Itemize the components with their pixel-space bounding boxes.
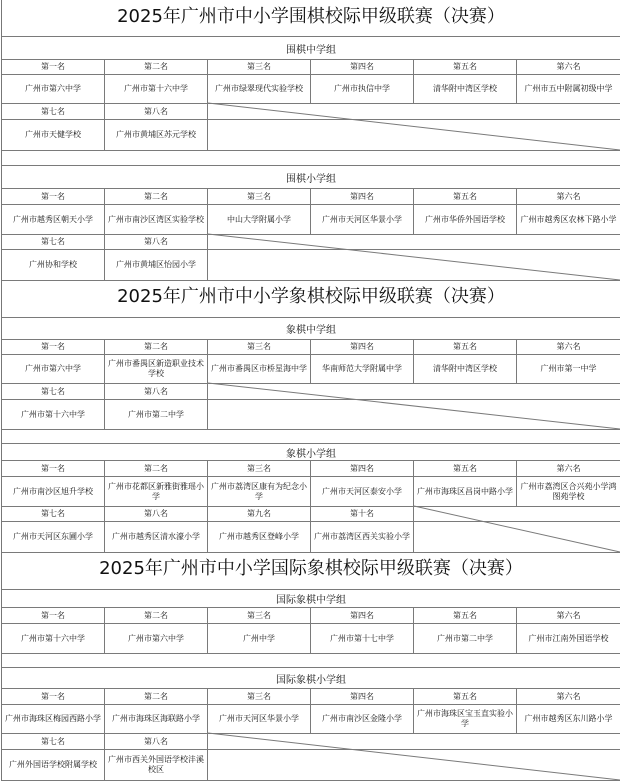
school-row [2,354,620,383]
school-row [2,204,620,234]
school-name: 广州市南沙区湾区实验学校 [105,205,208,234]
rank-label: 第二名 [105,461,208,476]
rank-label: 第四名 [311,60,414,74]
rank-label: 第五名 [414,189,517,204]
empty-cell-diagonal [208,103,620,150]
school-name: 广州市天河区泰安小学 [311,477,414,506]
rank-label-row [2,188,620,204]
school-name: 广州市华侨外国语学校 [414,205,517,234]
rank-label: 第四名 [311,461,414,476]
diagonal-line [208,234,620,280]
rank-label: 第三名 [208,189,311,204]
rank-label: 第五名 [414,608,517,623]
group-title: 国际象棋中学组 [2,589,620,607]
school-name: 广州市南沙区金隆小学 [311,705,414,733]
empty-cell-diagonal [414,506,620,552]
school-name: 广州市第六中学 [2,75,105,103]
spacer-row [2,150,620,164]
section-title: 2025年广州市中小学象棋校际甲级联赛（决赛） [117,286,505,307]
rank-label: 第七名 [2,734,105,749]
diagonal-line [414,506,620,552]
school-name: 中山大学附属小学 [208,205,311,234]
group-title: 象棋小学组 [2,443,620,460]
rank-label: 第七名 [2,235,105,249]
rank-label: 第三名 [208,340,311,354]
rank-label: 第二名 [105,340,208,354]
school-name: 广州市海珠区昌岗中路小学 [414,477,517,506]
rank-label: 第六名 [556,62,581,71]
school-name: 广州市天健学校 [2,120,105,150]
school-name: 广州市第十六中学 [105,75,208,103]
group-title: 象棋中学组 [2,317,620,339]
rank-label: 第四名 [311,189,414,204]
rank-label: 第三名 [208,689,311,704]
empty-cell-diagonal [208,383,620,429]
school-name: 广州市越秀区农林下路小学 [520,214,617,224]
school-name: 广州市第十七中学 [311,624,414,653]
school-name: 清华附中湾区学校 [414,75,517,103]
rank-label: 第七名 [2,384,105,399]
school-name: 广州市海珠区海联路小学 [105,705,208,733]
rank-label: 第二名 [105,608,208,623]
school-name: 广州市花都区新雅街雅瑶小学 [105,477,208,506]
rank-label: 第一名 [2,689,105,704]
rank-label: 第六名 [556,191,581,201]
school-name: 广州市荔湾区西关实验小学 [311,522,414,552]
group-title: 国际象棋小学组 [2,667,620,688]
rank-label: 第七名 [2,507,105,521]
rank-label-row [2,460,620,476]
school-name: 广州市第六中学 [2,355,105,383]
school-name: 广州市第一中学 [540,364,597,373]
rank-label: 第四名 [311,689,414,704]
rank-label: 第一名 [2,340,105,354]
rank-label: 第三名 [208,461,311,476]
spacer-row [2,429,620,443]
rank-label: 第五名 [414,461,517,476]
school-name: 广州市第六中学 [105,624,208,653]
rank-label: 第六名 [556,342,581,351]
rank-label: 第三名 [208,608,311,623]
school-name: 广州市海珠区梅园西路小学 [2,705,105,733]
empty-cell-diagonal [208,234,620,280]
section-title: 2025年广州市中小学国际象棋校际甲级联赛（决赛） [99,558,523,579]
school-name: 广州市第二中学 [414,624,517,653]
diagonal-line [208,383,620,429]
group-title: 围棋小学组 [2,165,620,188]
rank-label-row [2,59,620,74]
school-name: 广州市五中附属初级中学 [524,84,613,93]
rank-label: 第六名 [556,691,581,701]
school-name: 广州市越秀区清水濠小学 [105,522,208,552]
school-name: 广州市荔湾区合兴苑小学鸿图苑学校 [520,481,617,501]
rank-label: 第二名 [105,689,208,704]
section-title: 2025年广州市中小学围棋校际甲级联赛（决赛） [117,6,505,27]
rank-label: 第二名 [105,189,208,204]
school-name: 广州市第十六中学 [2,400,105,429]
rank-label: 第九名 [208,507,311,521]
school-row [2,476,620,506]
spacer-row [2,653,620,667]
results-sheet [1,0,620,781]
rank-label: 第一名 [2,189,105,204]
rank-label: 第二名 [105,60,208,74]
school-name: 广州市天河区东圃小学 [2,522,105,552]
rank-label: 第五名 [414,689,517,704]
school-row [2,74,620,103]
school-name: 广州中学 [208,624,311,653]
school-name: 广州市天河区华景小学 [208,705,311,733]
diagonal-line [208,733,620,780]
school-name: 广州市海珠区宝玉直实验小学 [414,705,517,733]
rank-label: 第六名 [556,610,581,620]
group-bottom-border [2,552,620,553]
school-row [2,704,620,733]
school-name: 广州外国语学校附属学校 [2,750,105,780]
rank-label: 第八名 [105,235,208,249]
rank-label: 第一名 [2,461,105,476]
empty-cell-diagonal [208,733,620,780]
school-name: 广州市黄埔区苏元学校 [105,120,208,150]
rank-label: 第五名 [414,340,517,354]
school-name: 广州市绿翠现代实验学校 [208,75,311,103]
rank-label: 第八名 [105,104,208,119]
rank-label: 第十名 [311,507,414,521]
school-name: 广州市江南外国语学校 [528,633,609,643]
school-name: 广州市执信中学 [311,75,414,103]
rank-label: 第七名 [2,104,105,119]
school-name: 广州市第二中学 [105,400,208,429]
school-name: 广州市越秀区登峰小学 [208,522,311,552]
rank-label: 第八名 [105,507,208,521]
school-name: 广州市西关外国语学校沣溪校区 [105,750,208,780]
group-title: 围棋中学组 [2,36,620,59]
school-name: 广州市黄埔区怡园小学 [105,250,208,280]
school-name: 广州市荔湾区康有为纪念小学 [208,477,311,506]
rank-label: 第四名 [311,340,414,354]
school-name: 广州市天河区华景小学 [311,205,414,234]
diagonal-line [208,103,620,150]
school-name: 广州市第十六中学 [2,624,105,653]
school-name: 广州市越秀区朝天小学 [2,205,105,234]
school-name: 广州市番禺区市桥星海中学 [208,355,311,383]
rank-label-row [2,607,620,623]
group-bottom-border [2,780,620,781]
school-name: 广州市南沙区旭升学校 [2,477,105,506]
school-name: 广州市番禺区新造职业技术学校 [105,355,208,383]
rank-label: 第一名 [2,608,105,623]
rank-label: 第四名 [311,608,414,623]
school-name: 广州协和学校 [2,250,105,280]
school-name: 广州市越秀区东川路小学 [524,714,613,723]
rank-label: 第八名 [105,734,208,749]
rank-label-row [2,339,620,354]
rank-label: 第五名 [414,60,517,74]
rank-label: 第八名 [105,384,208,399]
rank-label: 第一名 [2,60,105,74]
rank-label: 第三名 [208,60,311,74]
school-row [2,623,620,653]
school-name: 清华附中湾区学校 [414,355,517,383]
group-bottom-border [2,280,620,281]
rank-label-row [2,688,620,704]
rank-label: 第六名 [556,463,581,473]
school-name: 华南师范大学附属中学 [311,355,414,383]
